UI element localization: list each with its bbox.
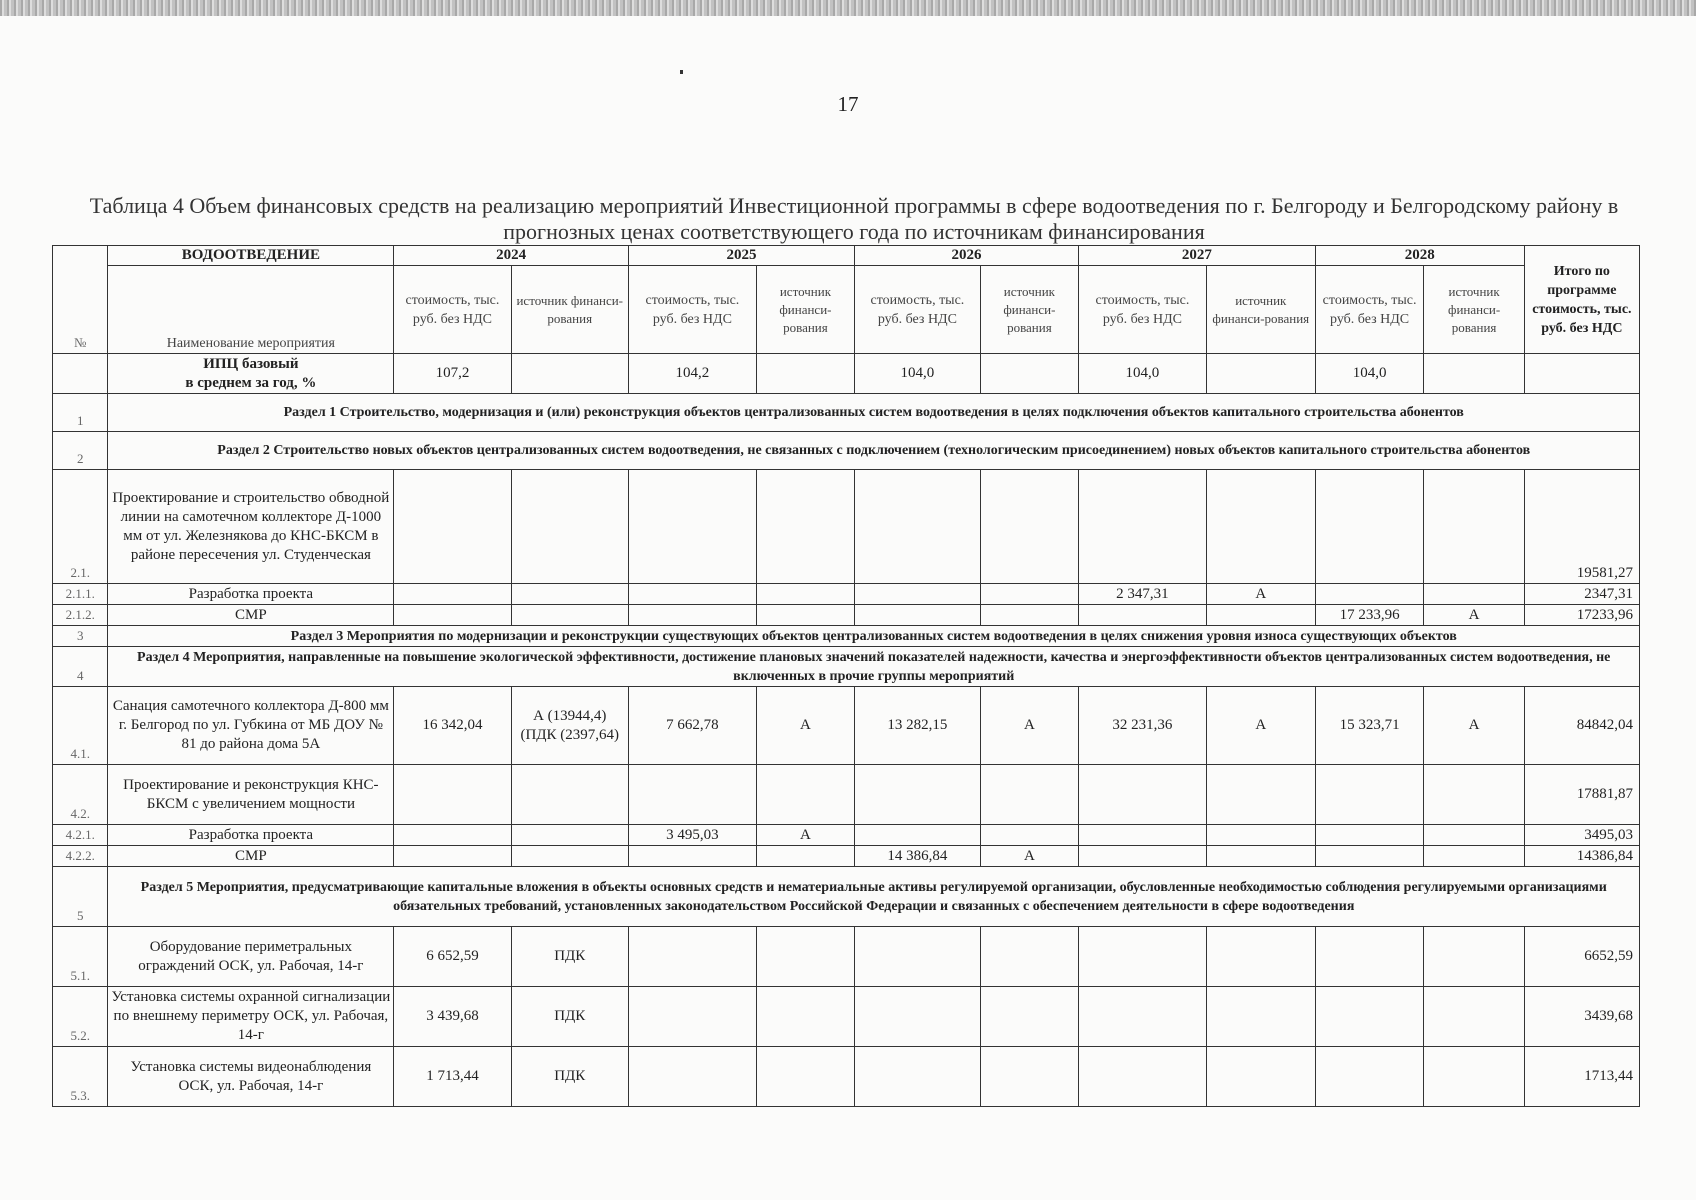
- row-name: Оборудование периметральных ограждений ОСК, ул. Рабочая, 14-г: [108, 927, 394, 987]
- row-total: 3439,68: [1524, 987, 1639, 1047]
- source-2028: А: [1424, 687, 1524, 765]
- table-caption: Таблица 4 Объем финансовых средств на реализацию мероприятий Инвестиционной программы в сфере водоотведения по г. Белгороду и Белгородскому району в прогнозных ценах соответствующего года по источникам финансирования: [89, 193, 1619, 244]
- num-header: №: [53, 246, 108, 354]
- table-row: [53, 584, 1640, 605]
- cost-2025: 3 495,03: [628, 825, 756, 846]
- row-num: 2.1.2.: [53, 605, 108, 626]
- year-2027: 2027: [1078, 246, 1315, 266]
- source-header-2024: источник финанси-рования: [511, 266, 628, 354]
- cost-2024: 1 713,44: [394, 1047, 511, 1107]
- year-2025: 2025: [628, 246, 854, 266]
- source-2026: А: [980, 687, 1078, 765]
- header-row-columns: [53, 266, 1640, 354]
- section-title: Раздел 3 Мероприятия по модернизации и реконструкции существующих объектов централизованных систем водоотведения в целях снижения уровня износа существующих объектов: [108, 626, 1640, 647]
- section-row: [53, 626, 1640, 647]
- row-num: 5.2.: [53, 987, 108, 1047]
- section-title: Раздел 4 Мероприятия, направленные на повышение экологической эффективности, достижение плановых значений показателей надежности, качества и энергоэффективности объектов централизованных систем водоотведения, не включенных в прочие группы мероприятий: [108, 647, 1640, 687]
- ipc-empty-2027: [1206, 354, 1315, 394]
- table-row: [53, 1047, 1640, 1107]
- row-num: 4.2.: [53, 765, 108, 825]
- ipc-value-2025: 104,2: [628, 354, 756, 394]
- ipc-empty-2028: [1424, 354, 1524, 394]
- section-num: 2: [53, 432, 108, 470]
- row-total: 3495,03: [1524, 825, 1639, 846]
- cost-header-2027: стоимость, тыс. руб. без НДС: [1078, 266, 1206, 354]
- row-name: Разработка проекта: [108, 825, 394, 846]
- ipc-empty-2025: [756, 354, 854, 394]
- section-title: Раздел 5 Мероприятия, предусматривающие капитальные вложения в объекты основных средств и нематериальные активы регулируемой организации, обусловленные необходимостью соблюдения регулируемыми организациями обязательных требований, установленных законодательством Российской Федерации и связанных с обеспечением деятельности в сфере водоотведения: [108, 867, 1640, 927]
- source-2027: А: [1206, 584, 1315, 605]
- year-2028: 2028: [1315, 246, 1524, 266]
- source-header-2028: источник финанси-рования: [1424, 266, 1524, 354]
- ipc-empty-2026: [980, 354, 1078, 394]
- row-name: Проектирование и строительство обводной линии на самотечном коллекторе Д-1000 мм от ул. Железнякова до КНС-БКСМ в районе пересечения ул. Студенческая: [108, 470, 394, 584]
- section-num: 3: [53, 626, 108, 647]
- cost-2026: 13 282,15: [854, 687, 980, 765]
- row-name: Разработка проекта: [108, 584, 394, 605]
- ipc-label: [108, 354, 394, 394]
- row-num: 5.3.: [53, 1047, 108, 1107]
- source-2024: ПДК: [511, 927, 628, 987]
- ipc-value-2027: 104,0: [1078, 354, 1206, 394]
- section-title: Раздел 2 Строительство новых объектов централизованных систем водоотведения, не связанных с подключением (технологическим присоединением) новых объектов капитального строительства абонентов: [108, 432, 1640, 470]
- page-number: 17: [837, 92, 859, 116]
- ipc-row: [53, 354, 1640, 394]
- table-row: [53, 470, 1640, 584]
- year-2026: 2026: [854, 246, 1078, 266]
- table-row: [53, 765, 1640, 825]
- section-row: [53, 867, 1640, 927]
- cost-2028: 15 323,71: [1315, 687, 1424, 765]
- section-row: [53, 432, 1640, 470]
- scan-speck: [680, 70, 683, 74]
- row-name: Установка системы охранной сигнализации по внешнему периметру ОСК, ул. Рабочая, 14-г: [108, 987, 394, 1047]
- ipc-empty-2024: [511, 354, 628, 394]
- cost-2024: 16 342,04: [394, 687, 511, 765]
- source-header-2025: источник финанси-рования: [756, 266, 854, 354]
- header-row-years: [53, 246, 1640, 266]
- row-num: 2.1.1.: [53, 584, 108, 605]
- table-row: [53, 605, 1640, 626]
- cost-2027: 32 231,36: [1078, 687, 1206, 765]
- ipc-value-2024: 107,2: [394, 354, 511, 394]
- row-total: 19581,27: [1524, 470, 1639, 584]
- row-num: 2.1.: [53, 470, 108, 584]
- group-title: ВОДООТВЕДЕНИЕ: [108, 246, 394, 266]
- source-2025: А: [756, 825, 854, 846]
- source-2026: А: [980, 846, 1078, 867]
- ipc-num: [53, 354, 108, 394]
- table-row: [53, 846, 1640, 867]
- row-name: Проектирование и реконструкция КНС- БКСМ с увеличением мощности: [108, 765, 394, 825]
- section-num: 5: [53, 867, 108, 927]
- section-row: [53, 394, 1640, 432]
- table-row: [53, 987, 1640, 1047]
- source-2027: А: [1206, 687, 1315, 765]
- row-name: СМР: [108, 846, 394, 867]
- row-total: 17881,87: [1524, 765, 1639, 825]
- scan-edge-artifact: [0, 0, 1696, 16]
- table-row: [53, 687, 1640, 765]
- source-2028: А: [1424, 605, 1524, 626]
- table-row: [53, 825, 1640, 846]
- name-header: Наименование мероприятия: [108, 266, 394, 354]
- source-2025: А: [756, 687, 854, 765]
- section-num: 4: [53, 647, 108, 687]
- row-name: Установка системы видеонаблюдения ОСК, ул. Рабочая, 14-г: [108, 1047, 394, 1107]
- row-num: 4.2.1.: [53, 825, 108, 846]
- source-header-2027: источник финанси-рования: [1206, 266, 1315, 354]
- row-total: 6652,59: [1524, 927, 1639, 987]
- year-2024: 2024: [394, 246, 629, 266]
- row-name: СМР: [108, 605, 394, 626]
- row-total: 14386,84: [1524, 846, 1639, 867]
- cost-header-2024: стоимость, тыс. руб. без НДС: [394, 266, 511, 354]
- section-title: Раздел 1 Строительство, модернизация и (или) реконструкция объектов централизованных систем водоотведения в целях подключения объектов капитального строительства абонентов: [108, 394, 1640, 432]
- cost-2024: 3 439,68: [394, 987, 511, 1047]
- row-total: 84842,04: [1524, 687, 1639, 765]
- row-total: 2347,31: [1524, 584, 1639, 605]
- row-total: 17233,96: [1524, 605, 1639, 626]
- row-name: Санация самотечного коллектора Д-800 мм г. Белгород по ул. Губкина от МБ ДОУ № 81 до района дома 5А: [108, 687, 394, 765]
- cost-2025: 7 662,78: [628, 687, 756, 765]
- source-2024: ПДК: [511, 1047, 628, 1107]
- ipc-empty-total: [1524, 354, 1639, 394]
- cost-header-2028: стоимость, тыс. руб. без НДС: [1315, 266, 1424, 354]
- ipc-label-line1: ИПЦ базовый: [203, 355, 299, 372]
- section-row: [53, 647, 1640, 687]
- cost-2028: 17 233,96: [1315, 605, 1424, 626]
- cost-2024: 6 652,59: [394, 927, 511, 987]
- total-header: Итого по программе стоимость, тыс. руб. без НДС: [1524, 246, 1639, 354]
- cost-header-2026: стоимость, тыс. руб. без НДС: [854, 266, 980, 354]
- cost-2026: 14 386,84: [854, 846, 980, 867]
- financing-table: [52, 245, 1640, 1107]
- row-num: 4.1.: [53, 687, 108, 765]
- ipc-value-2028: 104,0: [1315, 354, 1424, 394]
- ipc-label-line2: в среднем за год, %: [185, 374, 317, 391]
- source-2024: ПДК: [511, 987, 628, 1047]
- section-num: 1: [53, 394, 108, 432]
- table-row: [53, 927, 1640, 987]
- source-2024: А (13944,4) (ПДК (2397,64): [511, 687, 628, 765]
- row-num: 4.2.2.: [53, 846, 108, 867]
- row-total: 1713,44: [1524, 1047, 1639, 1107]
- cost-header-2025: стоимость, тыс. руб. без НДС: [628, 266, 756, 354]
- source-header-2026: источник финанси-рования: [980, 266, 1078, 354]
- ipc-value-2026: 104,0: [854, 354, 980, 394]
- cost-2027: 2 347,31: [1078, 584, 1206, 605]
- row-num: 5.1.: [53, 927, 108, 987]
